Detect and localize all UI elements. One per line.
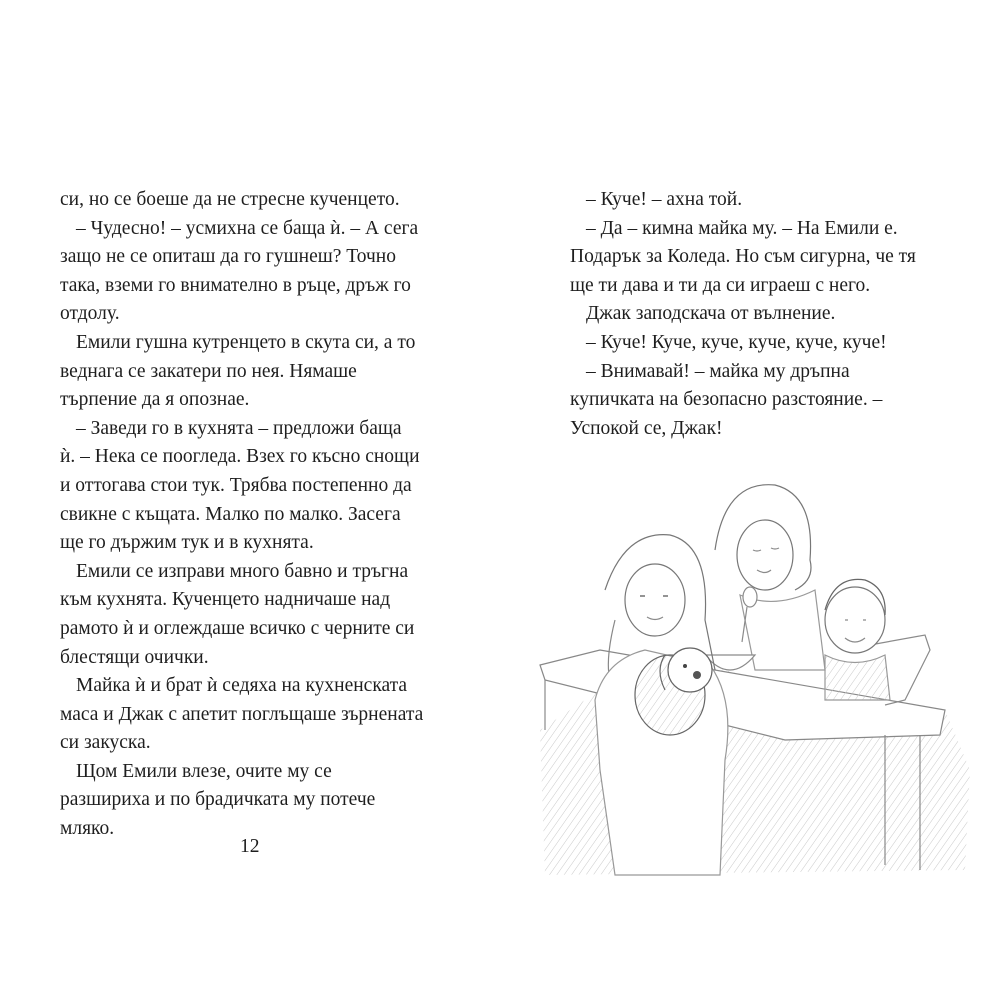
text-line: си закуска. xyxy=(60,732,151,754)
text-line: и оттогава стои тук. Трябва постепенно да xyxy=(60,474,412,496)
text-line: – Чудесно! – усмихна се баща ѝ. – А сега xyxy=(76,217,419,239)
text-line: към кухнята. Кученцето надничаше над xyxy=(60,589,391,611)
text-line: маса и Джак с апетит поглъщаше зърнената xyxy=(60,703,424,725)
text-line: веднага се закатери по нея. Нямаше xyxy=(60,360,357,382)
text-line: – Да – кимна майка му. – На Емили е. xyxy=(586,217,898,239)
text-line: мляко. xyxy=(60,818,115,840)
text-line: блестящи очички. xyxy=(60,646,209,668)
text-line: Емили гушна кутренцето в скута си, а то xyxy=(76,331,416,353)
text-line: така, вземи го внимателно в ръце, дръж го xyxy=(60,274,411,296)
text-line: купичката на безопасно разстояние. – xyxy=(570,389,883,411)
text-line: Джак заподскача от вълнение. xyxy=(586,303,836,325)
left-page-text xyxy=(60,186,460,844)
text-line: Майка ѝ и брат ѝ седяха на кухненската xyxy=(76,675,408,697)
text-line: – Внимавай! – майка му дръпна xyxy=(586,360,850,382)
text-line: ѝ. – Нека се поогледа. Взех го късно снощи xyxy=(60,446,420,468)
text-line: – Заведи го в кухнята – предложи баща xyxy=(76,417,402,439)
text-line: си, но се боеше да не стресне кученцето. xyxy=(60,189,400,210)
text-line: Подарък за Коледа. Но съм сигурна, че тя xyxy=(570,246,916,268)
page-number: 12 xyxy=(240,836,260,857)
text-line: – Куче! Куче, куче, куче, куче, куче! xyxy=(586,331,887,353)
text-line: търпение да я опознае. xyxy=(60,389,250,411)
text-line: Емили се изправи много бавно и тръгна xyxy=(76,560,409,582)
text-line: защо не се опиташ да го гушнеш? Точно xyxy=(60,246,396,268)
text-line: свикне с къщата. Малко по малко. Засега xyxy=(60,503,401,525)
right-page-text xyxy=(570,186,970,443)
text-line: – Куче! – ахна той. xyxy=(586,189,743,210)
text-line: Щом Емили влезе, очите му се xyxy=(76,760,332,782)
text-line: Успокой се, Джак! xyxy=(570,417,723,439)
text-line: отдолу. xyxy=(60,303,120,325)
text-line: рамото ѝ и оглеждаше всичко с черните си xyxy=(60,617,415,639)
text-line: ще ти дава и ти да си играеш с него. xyxy=(570,274,871,296)
illustration-family-with-puppy xyxy=(525,470,980,890)
text-line: ще го държим тук и в кухнята. xyxy=(60,532,314,554)
text-line: разшириха и по брадичката му потече xyxy=(60,789,376,811)
